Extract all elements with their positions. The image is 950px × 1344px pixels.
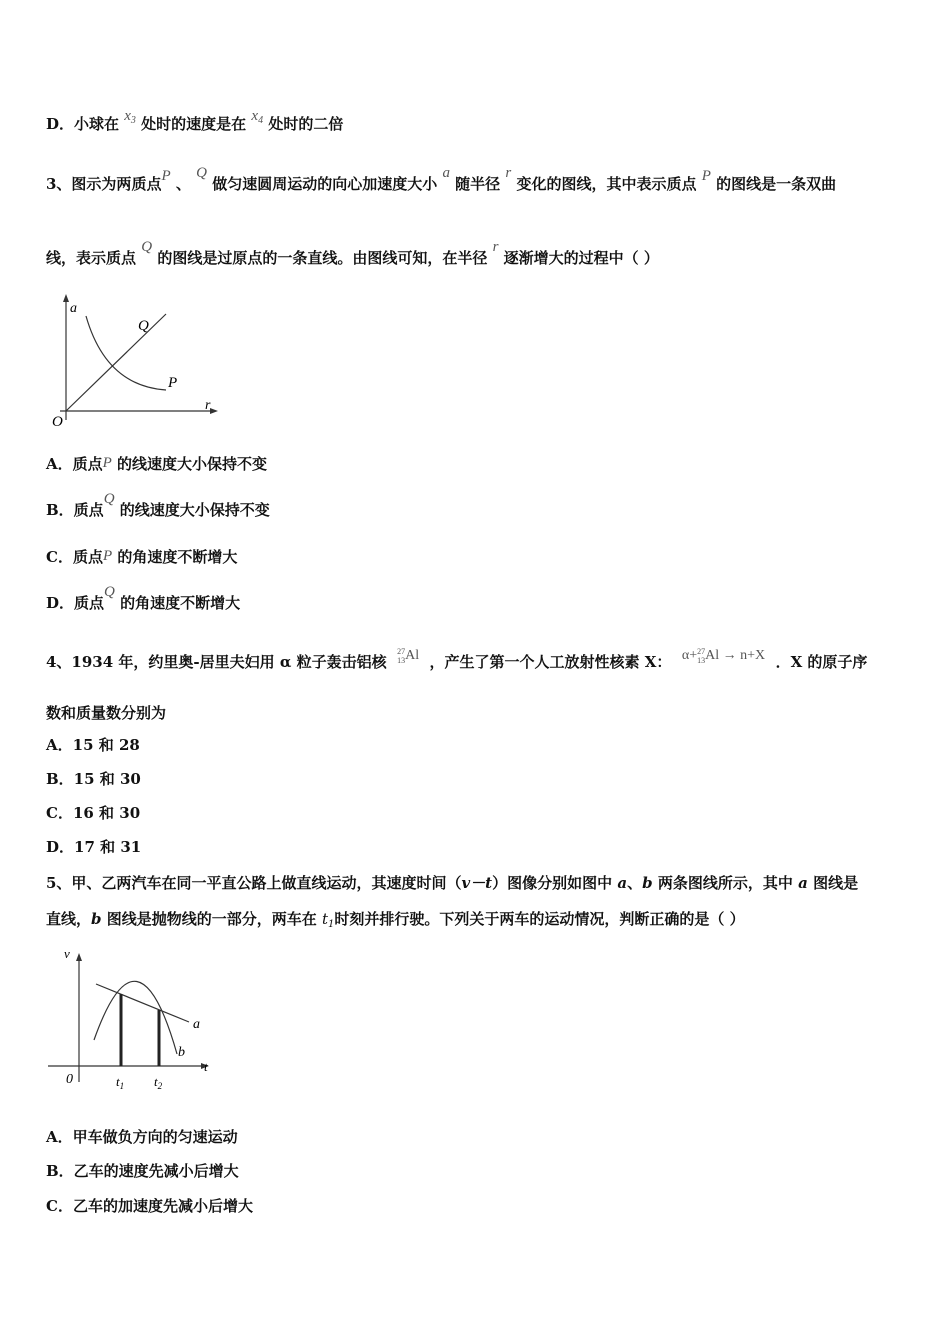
- q5-label-a: a: [193, 1017, 200, 1032]
- q5-label-t: t: [204, 1059, 208, 1074]
- q5-label-v: v: [64, 946, 70, 961]
- q3-option-a: A．质点P 的线速度大小保持不变: [46, 455, 268, 473]
- q5-label-b: b: [178, 1045, 185, 1060]
- x3-var: $x_3$: [124, 108, 136, 126]
- q4-option-c: C．16 和 30: [46, 804, 141, 822]
- q3-stem-line1: 3、图示为两质点P 、 Q 做匀速圆周运动的向心加速度大小 a 随半径 r 变化的图线，其中表示质点 P 的图线是一条双曲: [46, 165, 837, 193]
- q5-stem-line2: 直线，b 图线是抛物线的一部分，两车在 $t_1$时刻并排行驶。下列关于两车的运动情况，判断正确的是（ ）: [46, 910, 745, 930]
- q5-curve-b: [94, 981, 177, 1054]
- reaction-equation: α+ 27 13 Al → n+X: [681, 646, 766, 665]
- q3-stem-line2: 线，表示质点 Q 的图线是过原点的一条直线。由图线可知，在半径 r 逐渐增大的过程中（ ）: [46, 239, 659, 267]
- q5-label-t1: $t_1$: [116, 1074, 125, 1091]
- q3-label-a: a: [70, 301, 77, 316]
- q5-label-origin: 0: [66, 1072, 73, 1087]
- q5-option-c: C．乙车的加速度先减小后增大: [46, 1197, 253, 1215]
- q3-option-c: C．质点P 的角速度不断增大: [46, 548, 238, 566]
- q4-stem-line1: 4、1934 年，约里奥-居里夫妇用 α 粒子轰击铝核 27 13 Al ，产生了第一个人工放射性核素 X： α+ 27 13 Al → n+X ．X 的原子序: [46, 646, 868, 671]
- q3-label-q: Q: [138, 318, 149, 334]
- q5-y-arrow: [76, 953, 82, 961]
- q3-x-arrow: [210, 408, 218, 414]
- q5-stem-line1: 5、甲、乙两汽车在同一平直公路上做直线运动，其速度时间（v－t）图像分别如图中 a、b 两条图线所示，其中 a 图线是: [46, 874, 859, 892]
- q5-label-t2: $t_2$: [154, 1074, 163, 1091]
- q3-label-r: r: [205, 398, 211, 413]
- q5-option-b: B．乙车的速度先减小后增大: [46, 1162, 239, 1180]
- prev-option-d: D．小球在 $x_3$ 处时的速度是在 $x_4$ 处时的二倍: [46, 108, 344, 133]
- q3-label-p: P: [168, 375, 178, 391]
- q4-option-b: B．15 和 30: [46, 770, 141, 788]
- q4-option-d: D．17 和 31: [46, 838, 142, 856]
- q4-option-a: A．15 和 28: [46, 736, 140, 754]
- q5-option-a: A．甲车做负方向的匀速运动: [46, 1128, 238, 1146]
- q3-label-origin: O: [52, 414, 63, 430]
- q3-graph: [48, 290, 228, 430]
- q4-stem-line2: 数和质量数分别为: [46, 704, 167, 722]
- q5-graph: [46, 940, 221, 1095]
- q3-option-b: B．质点Q 的线速度大小保持不变: [46, 491, 270, 519]
- q3-line-q: [66, 314, 166, 411]
- al-nuclide: 27 13 Al: [397, 646, 420, 665]
- q3-y-arrow: [63, 294, 69, 302]
- x4-var: $x_4$: [251, 108, 264, 126]
- q3-option-d: D．质点Q 的角速度不断增大: [46, 584, 241, 612]
